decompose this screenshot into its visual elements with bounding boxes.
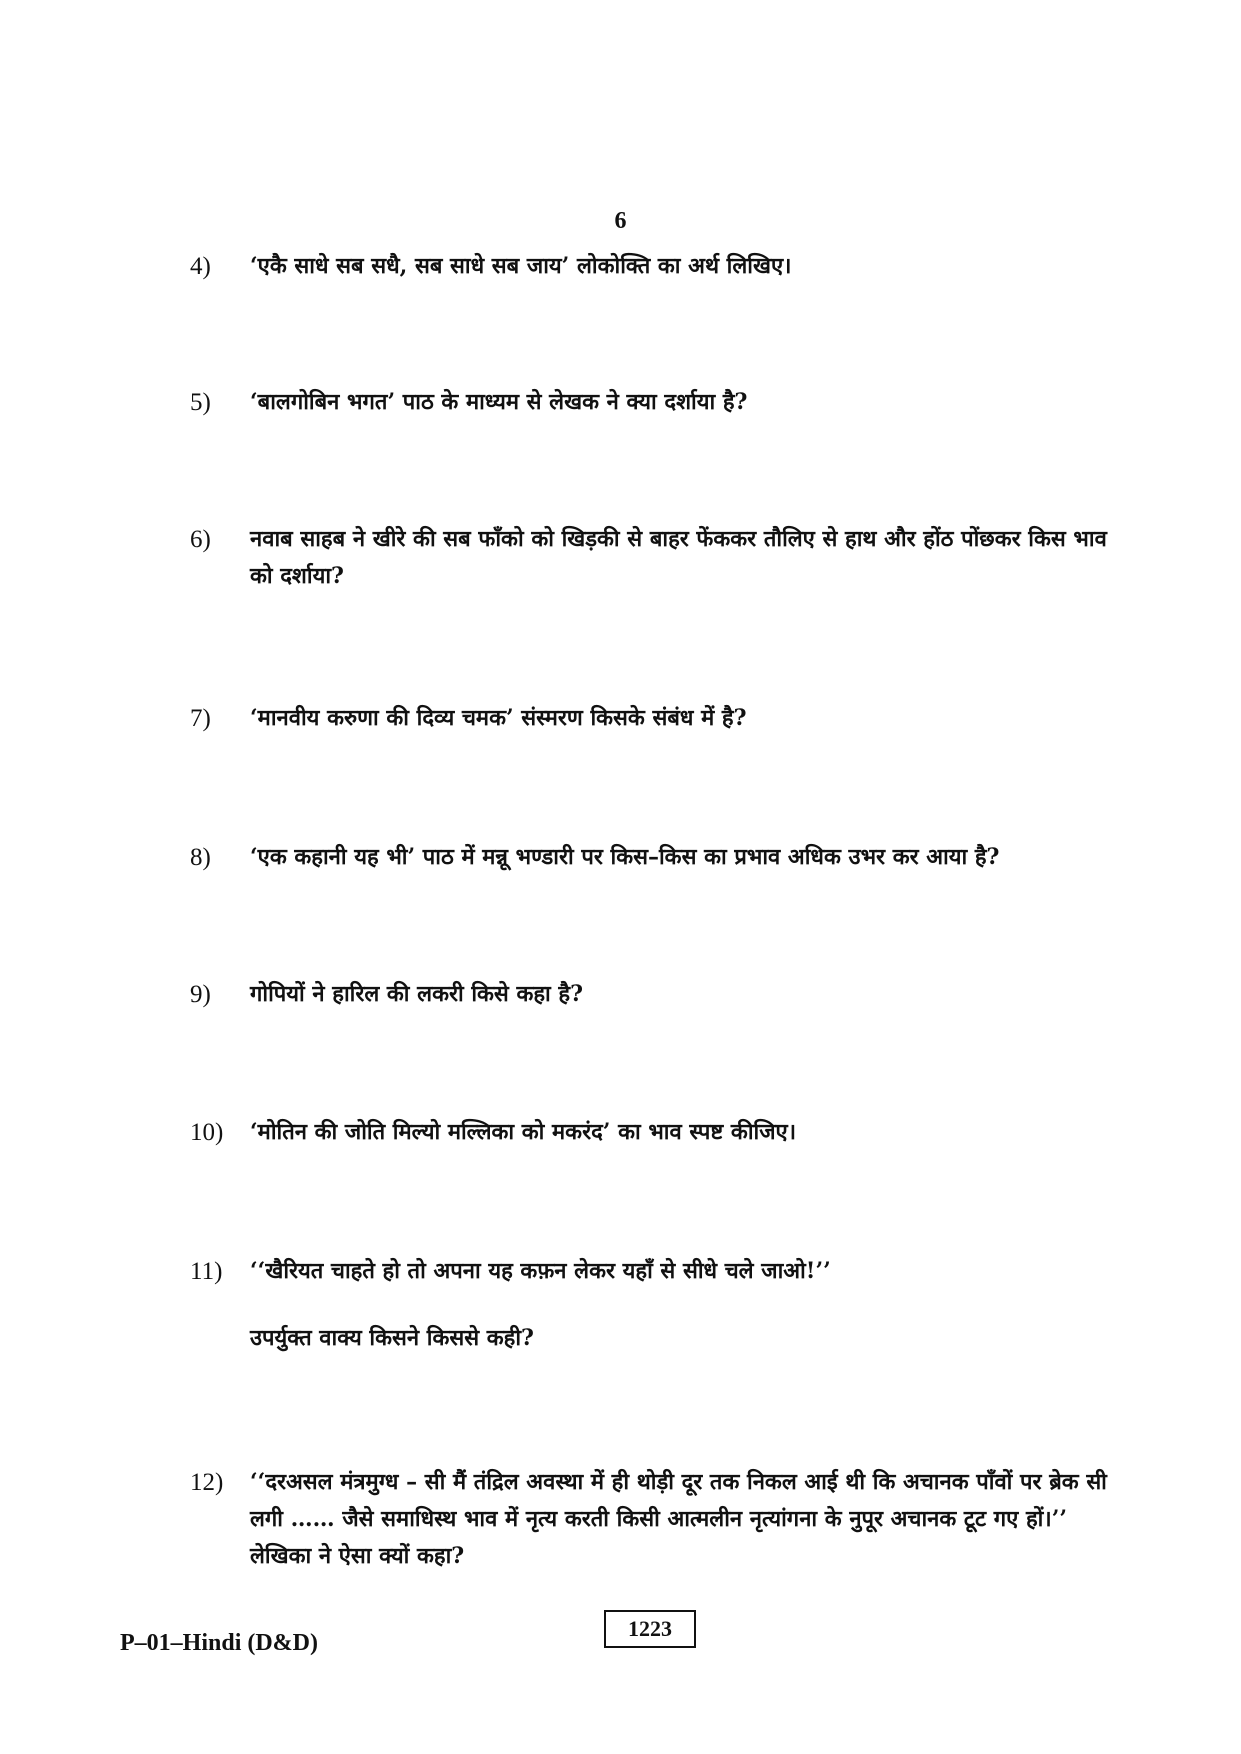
question-number: 4)	[190, 253, 211, 280]
question-11	[190, 1253, 1130, 1357]
question-7	[190, 700, 1130, 737]
question-text: ‘मोतिन की जोति मिल्यो मल्लिका को मकरंद’ का भाव स्पष्ट कीजिए।	[250, 1119, 797, 1145]
question-10	[190, 1114, 1130, 1151]
question-9	[190, 976, 1130, 1013]
question-text: गोपियों ने हारिल की लकरी किसे कहा है?	[250, 981, 583, 1007]
question-text: ‘एकै साधे सब सधै, सब साधे सब जाय’ लोकोक्ति का अर्थ लिखिए।	[250, 253, 792, 279]
paper-code: P–01–Hindi (D&D)	[120, 1630, 318, 1656]
question-text: ‘एक कहानी यह भी’ पाठ में मन्नू भण्डारी पर किस–किस का प्रभाव अधिक उभर कर आया है?	[250, 844, 1000, 870]
question-text: ‘मानवीय करुणा की दिव्य चमक’ संस्मरण किसके संबंध में है?	[250, 705, 747, 731]
question-number: 10)	[190, 1119, 224, 1146]
question-number: 8)	[190, 844, 211, 871]
page-number: 6	[614, 208, 627, 234]
question-text: ‘‘दरअसल मंत्रमुग्ध – सी मैं तंद्रिल अवस्था में ही थोड़ी दूर तक निकल आई थी कि अचानक पाँवों पर ब्रेक सी लगी …… जैसे समाधिस्थ भाव में नृत्य करती किसी आत्मलीन नृत्यांगना के नुपूर अचानक टूट गए हों।’’ लेखिका ने ऐसा क्यों कहा?	[250, 1469, 1107, 1569]
question-4	[190, 248, 1130, 285]
question-text: नवाब साहब ने खीरे की सब फाँको को खिड़की से बाहर फेंककर तौलिए से हाथ और होंठ पोंछकर किस भाव को दर्शाया?	[250, 526, 1107, 589]
question-number: 12)	[190, 1469, 224, 1496]
question-6	[190, 521, 1130, 595]
question-text: ‘‘खैरियत चाहते हो तो अपना यह कफ़न लेकर यहाँ से सीधे चले जाओ!’’	[250, 1258, 831, 1284]
question-subtext: उपर्युक्त वाक्य किसने किससे कही?	[250, 1325, 534, 1351]
question-number: 6)	[190, 526, 211, 553]
question-number: 9)	[190, 981, 211, 1008]
question-8	[190, 839, 1130, 876]
question-number: 7)	[190, 705, 211, 732]
question-5	[190, 384, 1130, 421]
question-12	[190, 1464, 1130, 1575]
question-text: ‘बालगोबिन भगत’ पाठ के माध्यम से लेखक ने क्या दर्शाया है?	[250, 389, 748, 415]
question-number: 5)	[190, 389, 211, 416]
paper-number-box: 1223	[604, 1610, 696, 1648]
question-number: 11)	[190, 1258, 223, 1285]
